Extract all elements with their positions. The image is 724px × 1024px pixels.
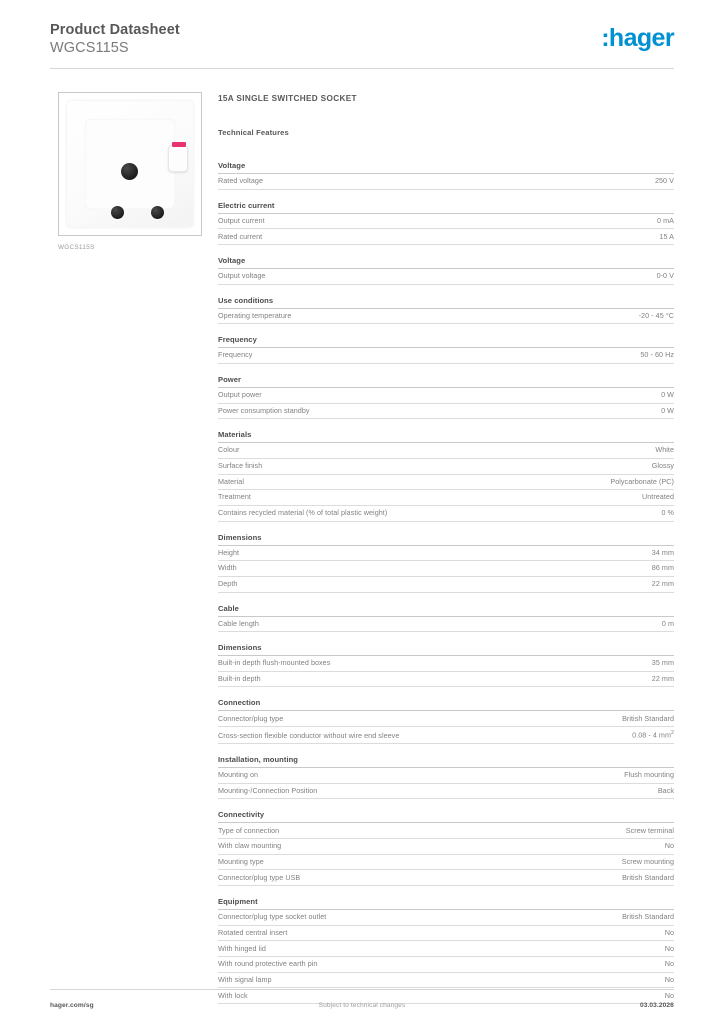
spec-row-value: No [664,841,674,851]
spec-row [218,174,674,190]
spec-group-title: Voltage [218,256,674,269]
footer-disclaimer: Subject to technical changes [318,1002,406,1009]
switch-indicator-icon [172,142,186,147]
footer-date: 03.03.2026 [639,1002,674,1009]
spec-row-label: Cross-section flexible conductor without wire end sleeve [218,730,400,740]
spec-row-value: 0 W [661,390,674,400]
spec-row [218,443,674,459]
spec-row [218,617,674,633]
product-name-heading: 15A SINGLE SWITCHED SOCKET [218,94,357,103]
spec-row-value: 0 m [661,618,674,628]
spec-row-value: 0 % [661,508,674,518]
spec-row [218,957,674,973]
spec-row-label: Colour [218,445,240,455]
product-image-caption: WGCS115S [58,244,95,251]
spec-row-label: Depth [218,579,238,589]
spec-row-value: Untreated [641,492,674,502]
spec-group [218,256,674,285]
spec-row-value: White [655,445,674,455]
spec-row-value: 50 - 60 Hz [640,350,674,360]
spec-row-label: Connector/plug type [218,713,284,723]
spec-row-value: 250 V [654,176,674,186]
spec-row-label: Surface finish [218,461,263,471]
spec-row-value: No [664,927,674,937]
spec-group-title: Electric current [218,201,674,214]
spec-row-label: Treatment [218,492,251,502]
spec-row [218,839,674,855]
spec-group-title: Materials [218,430,674,443]
spec-row-value: Screw terminal [625,825,674,835]
spec-row-value: 86 mm [651,563,674,573]
spec-row [218,973,674,989]
spec-row-label: Output current [218,215,265,225]
spec-row-label: Connector/plug type USB [218,872,301,882]
spec-row [218,768,674,784]
spec-row [218,214,674,230]
spec-row-value [632,730,674,740]
page-header [50,22,674,57]
spec-row-label: Height [218,547,240,557]
socket-neutral-pin-hole-icon [151,206,164,219]
spec-row-value: No [664,959,674,969]
spec-row-label: Mounting-/Connection Position [218,786,318,796]
footer-divider [50,989,674,990]
spec-row-value: 22 mm [651,674,674,683]
spec-row [218,672,674,688]
spec-row-label: Frequency [218,350,253,360]
spec-row-value-exponent: 2 [671,730,674,737]
spec-row-label: Contains recycled material (% of total plastic weight) [218,508,388,518]
footer-website[interactable]: hager.com/sg [50,1002,94,1009]
spec-row-label: With signal lamp [218,974,272,984]
spec-row-value: 35 mm [651,658,674,668]
spec-row-value: No [664,974,674,984]
header-divider [50,68,674,69]
spec-row [218,475,674,491]
spec-row-value: Screw mounting [621,856,674,866]
spec-row [218,561,674,577]
spec-group-title: Connection [218,698,674,711]
spec-row-label: Material [218,476,244,486]
spec-row-label: Rotated central insert [218,927,288,937]
spec-row [218,404,674,420]
spec-row-label: Output power [218,390,262,400]
spec-group-title: Connectivity [218,810,674,823]
spec-row-label: Power consumption standby [218,405,310,415]
spec-row [218,784,674,800]
spec-group [218,698,674,744]
spec-group-title: Use conditions [218,296,674,309]
spec-row-label: Built-in depth flush-mounted boxes [218,658,331,668]
spec-row [218,459,674,475]
product-image-frame [58,92,202,236]
spec-row-label: With lock [218,990,248,1000]
spec-row-value: No [664,943,674,953]
spec-row [218,855,674,871]
socket-faceplate-icon [67,101,193,227]
spec-group [218,161,674,190]
socket-rocker-switch-icon [168,145,188,172]
spec-row-value: British Standard [622,872,674,882]
spec-group [218,375,674,419]
title-block [50,22,180,57]
spec-row-value: British Standard [622,912,674,922]
spec-group-title: Cable [218,604,674,617]
spec-group [218,604,674,633]
spec-group-title: Dimensions [218,533,674,546]
spec-row-label: With round protective earth pin [218,959,318,969]
spec-row-label: Type of connection [218,825,280,835]
spec-row-value-text: 0.08 - 4 mm [632,730,671,740]
spec-group [218,430,674,521]
spec-row-value: Glossy [651,461,674,471]
spec-group-title: Dimensions [218,643,674,656]
spec-row [218,348,674,364]
spec-group [218,533,674,593]
spec-group [218,296,674,325]
spec-row-value: Polycarbonate (PC) [610,476,674,486]
spec-group [218,755,674,799]
spec-row [218,490,674,506]
spec-row-value: Flush mounting [624,770,674,780]
spec-group [218,897,674,1004]
spec-row-value: British Standard [622,713,674,723]
spec-row-value: 0 mA [657,215,674,225]
spec-group [218,810,674,886]
spec-row [218,870,674,886]
spec-row [218,229,674,245]
specifications-column [218,94,674,1015]
spec-row [218,269,674,285]
spec-row-value: No [664,990,674,1000]
spec-row-value: 15 A [659,231,674,241]
spec-row [218,823,674,839]
spec-row [218,926,674,942]
spec-row [218,309,674,325]
spec-row-label: Output voltage [218,271,266,281]
spec-row-value: 0-0 V [656,271,674,281]
spec-row-label: Rated current [218,231,263,241]
spec-group-title: Voltage [218,161,674,174]
spec-row-value: 0 W [661,405,674,415]
spec-row-label: Width [218,563,237,573]
product-image-column [58,92,202,251]
spec-row-value: -20 - 45 °C [638,310,674,320]
spec-table [218,161,674,1004]
spec-row-label: Built-in depth [218,674,261,683]
spec-row-label: Mounting on [218,770,259,780]
spec-row-label: Cable length [218,618,259,628]
socket-inner-plate [85,119,175,209]
spec-row [218,506,674,522]
spec-group [218,335,674,364]
socket-live-pin-hole-icon [111,206,124,219]
spec-group-title: Frequency [218,335,674,348]
spec-row-label: Connector/plug type socket outlet [218,912,327,922]
spec-row [218,711,674,727]
spec-row-label: Mounting type [218,856,264,866]
spec-row [218,546,674,562]
product-reference: WGCS115S [50,39,129,56]
spec-row [218,577,674,593]
hager-logo: :hager [601,24,674,52]
spec-row-value: Back [657,786,674,796]
technical-features-heading: Technical Features [218,128,289,137]
page-footer [50,1002,674,1009]
spec-row-label: Rated voltage [218,176,264,186]
spec-row [218,727,674,744]
spec-group-title: Installation, mounting [218,755,674,768]
spec-group-title: Equipment [218,897,674,910]
spec-row [218,388,674,404]
spec-group [218,643,674,687]
spec-row [218,656,674,672]
spec-row [218,941,674,957]
page-title: Product Datasheet [50,22,180,38]
spec-row-label: Operating temperature [218,310,292,320]
spec-group [218,201,674,245]
spec-row-value: 22 mm [651,579,674,589]
spec-row-label: With claw mounting [218,841,282,851]
spec-row-value: 34 mm [651,547,674,557]
socket-earth-pin-hole-icon [121,163,138,180]
spec-row-label: With hinged lid [218,943,266,953]
spec-row [218,910,674,926]
spec-group-title: Power [218,375,674,388]
